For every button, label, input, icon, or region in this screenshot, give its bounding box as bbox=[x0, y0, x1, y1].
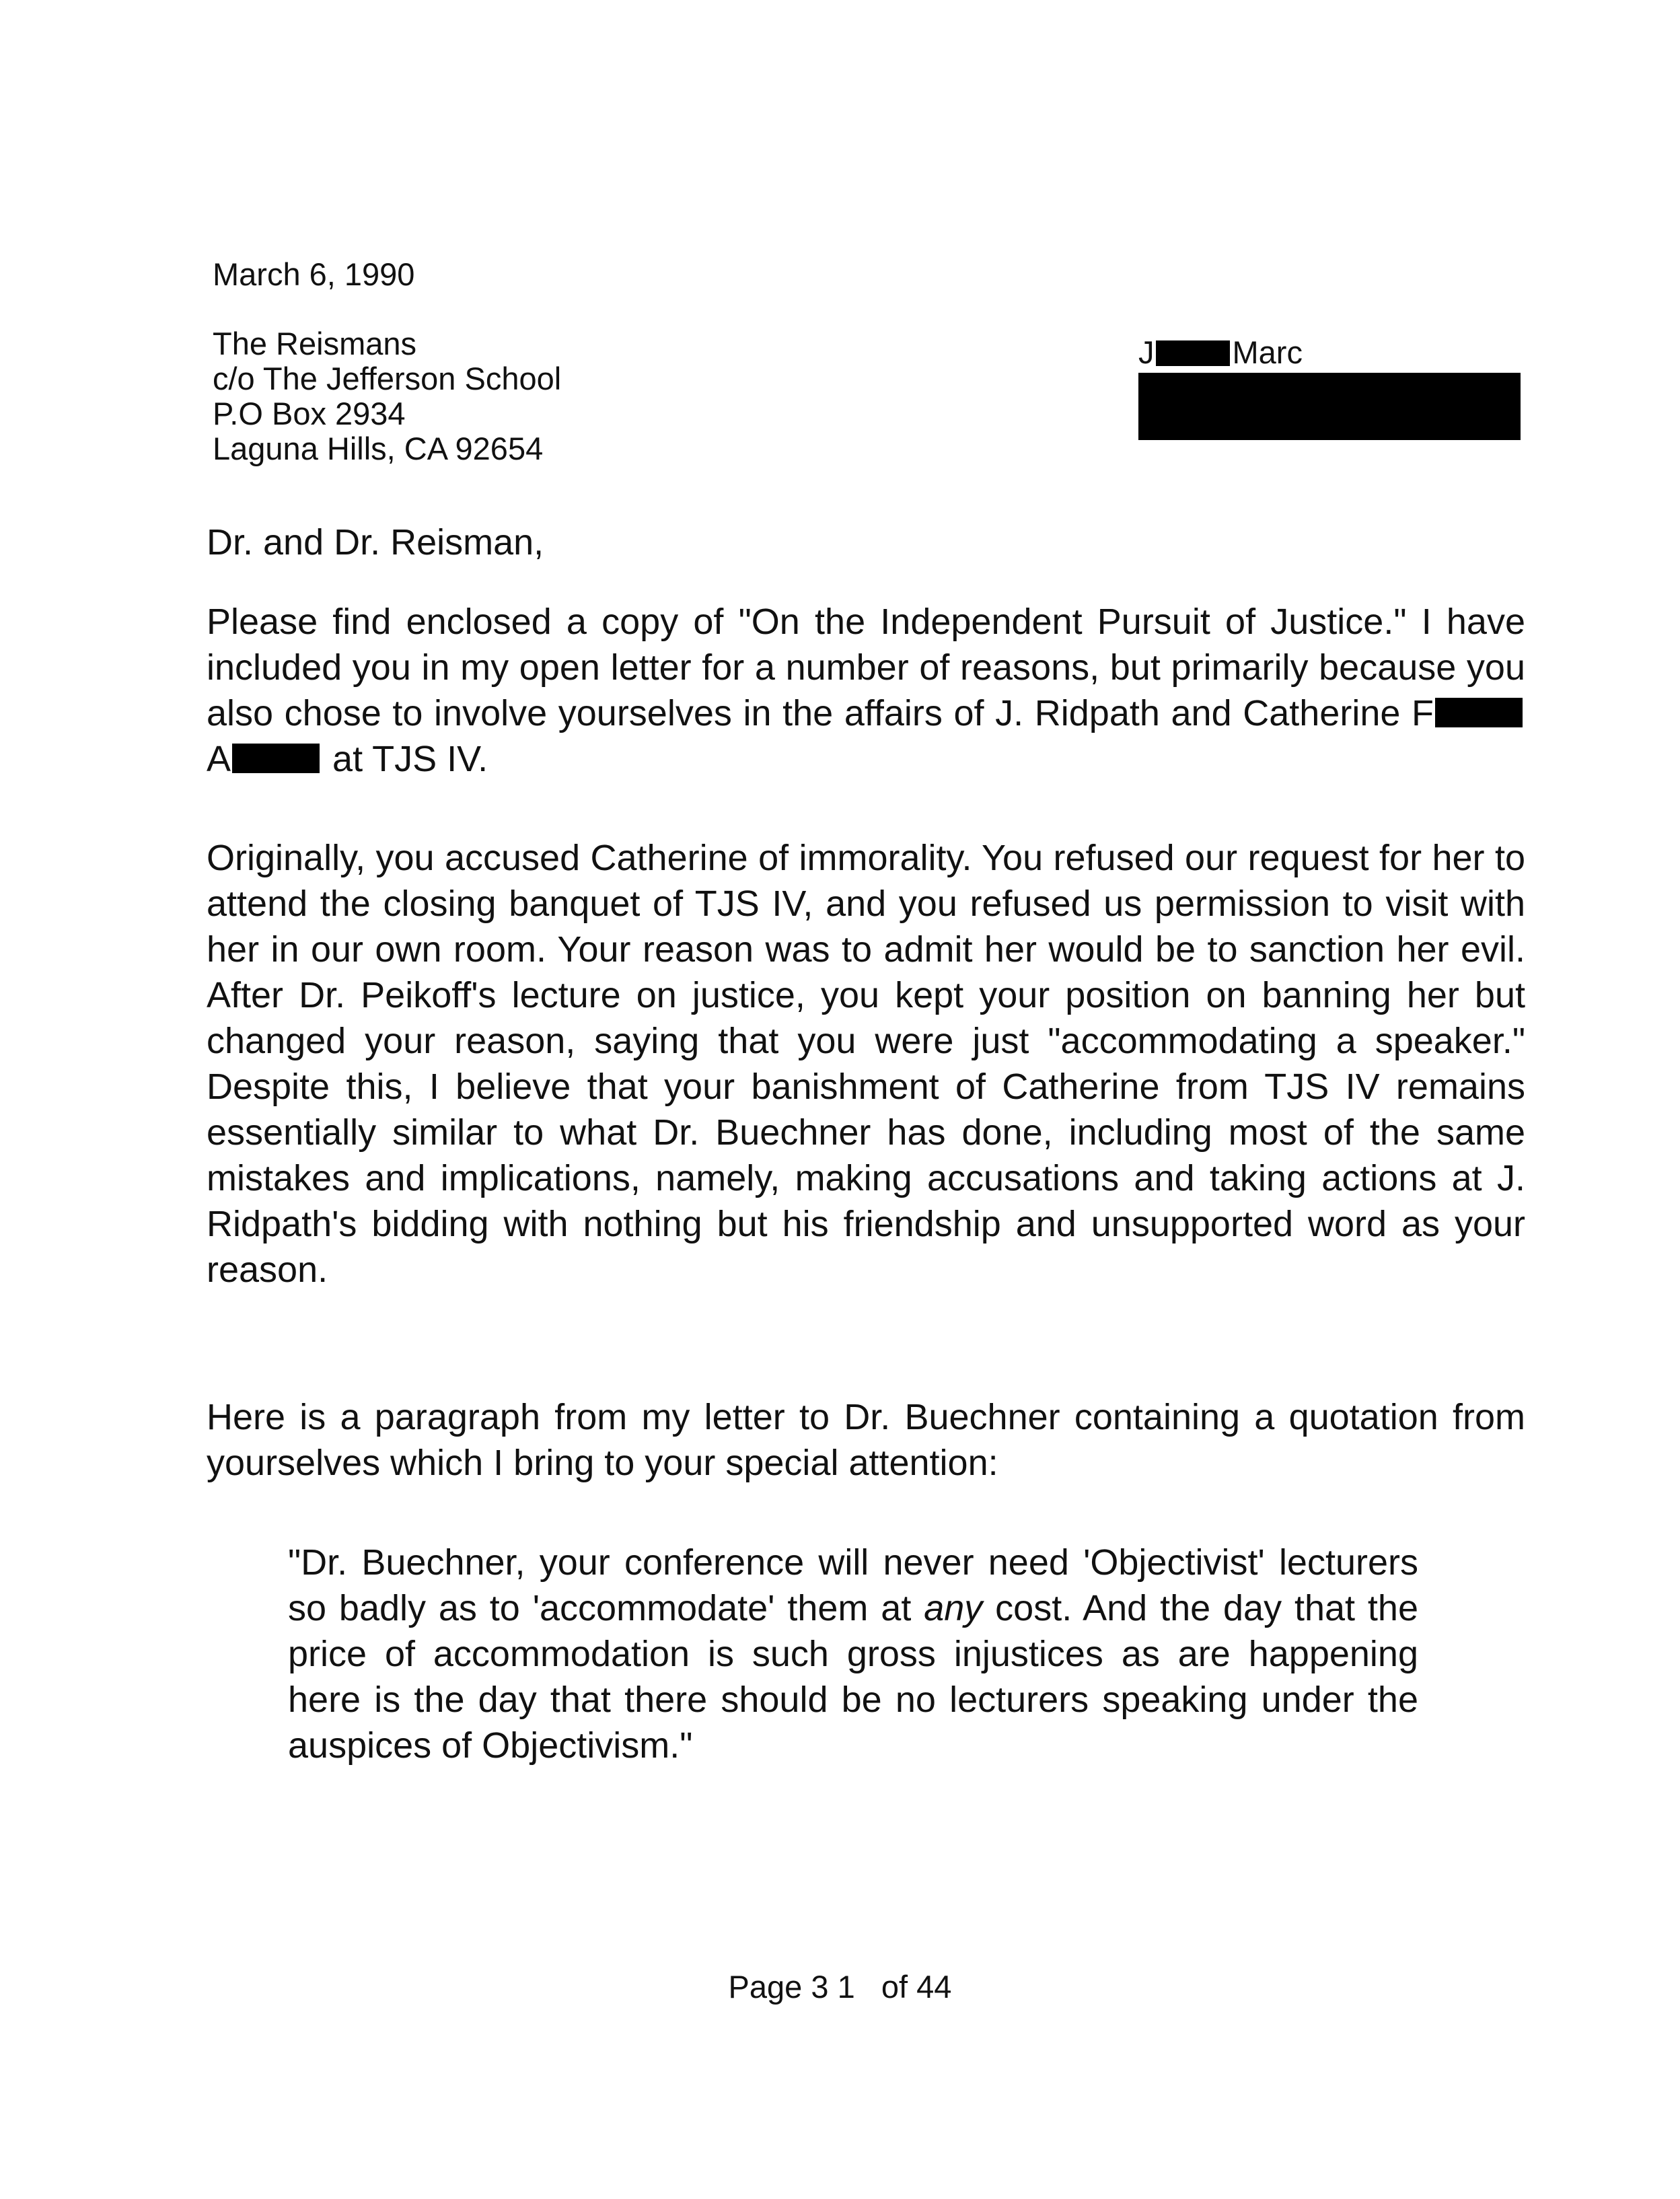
address-line: The Reismans bbox=[213, 326, 416, 361]
page-label: Page bbox=[728, 1969, 803, 2005]
quote-text: cost. And the day that the price of accommodation is such gross injustices as are happening here is the day that there should be no lecturers speaking under the auspices of Objectivism." bbox=[288, 1588, 1418, 1766]
paragraph-intro bbox=[207, 599, 1525, 782]
paragraph-accusation: Originally, you accused Catherine of immorality. You refused our request for her to attend the closing banquet of TJS IV, and you refused us permission to visit with her in our own room. Your reason was to admit her would be to sanction her evil. After Dr. Peikoff's lecture on justice, you kept your position on banning her but changed your reason, saying that you were just "accommodating a speaker." Despite this, I believe that your banishment of Catherine from TJS IV remains essentially similar to what Dr. Buechner has done, including most of the same mistakes and implications, namely, making accusations and taking actions at J. Ridpath's bidding with nothing but his friendship and unsupported word as your reason. bbox=[207, 838, 1525, 1290]
paragraph-text: Please find enclosed a copy of "On the Independent Pursuit of Justice." I have included you in my open letter for a number of reasons, but primarily because you also chose to involve yourselves in the affairs of J. Ridpath and Catherine F bbox=[207, 602, 1525, 733]
paragraph-text: at TJS IV. bbox=[322, 739, 488, 779]
letter-date: March 6, 1990 bbox=[213, 256, 415, 292]
paragraph-quote-intro: Here is a paragraph from my letter to Dr. Buechner containing a quotation from yourselves which I bring to your special attention: bbox=[207, 1397, 1525, 1483]
address-line: c/o The Jefferson School bbox=[213, 361, 562, 396]
sender-block bbox=[1138, 335, 1522, 440]
redaction-bar bbox=[1156, 340, 1230, 366]
address-line: P.O Box 2934 bbox=[213, 396, 406, 431]
quote-text: "Dr. Buechner, your conference will never need 'Objectivist' lecturers so badly as to 'accommodate' them at bbox=[288, 1542, 1418, 1628]
of-label: of bbox=[881, 1969, 908, 2005]
sender-surname: Marc bbox=[1232, 334, 1303, 370]
salutation: Dr. and Dr. Reisman, bbox=[207, 522, 544, 563]
quote-emphasis: any bbox=[924, 1588, 983, 1628]
redaction-bar bbox=[232, 744, 320, 773]
page-footer bbox=[0, 1968, 1680, 2006]
redacted-sender-address bbox=[1138, 373, 1521, 440]
page-number: 3 1 bbox=[811, 1969, 855, 2005]
address-line: Laguna Hills, CA 92654 bbox=[213, 431, 544, 466]
sender-initial: J bbox=[1138, 334, 1155, 370]
recipient-address bbox=[213, 326, 561, 466]
redaction-bar bbox=[1435, 698, 1523, 727]
total-pages: 44 bbox=[916, 1969, 952, 2005]
block-quote bbox=[288, 1540, 1418, 1768]
paragraph-text: A bbox=[207, 739, 231, 779]
sender-name bbox=[1138, 335, 1522, 370]
